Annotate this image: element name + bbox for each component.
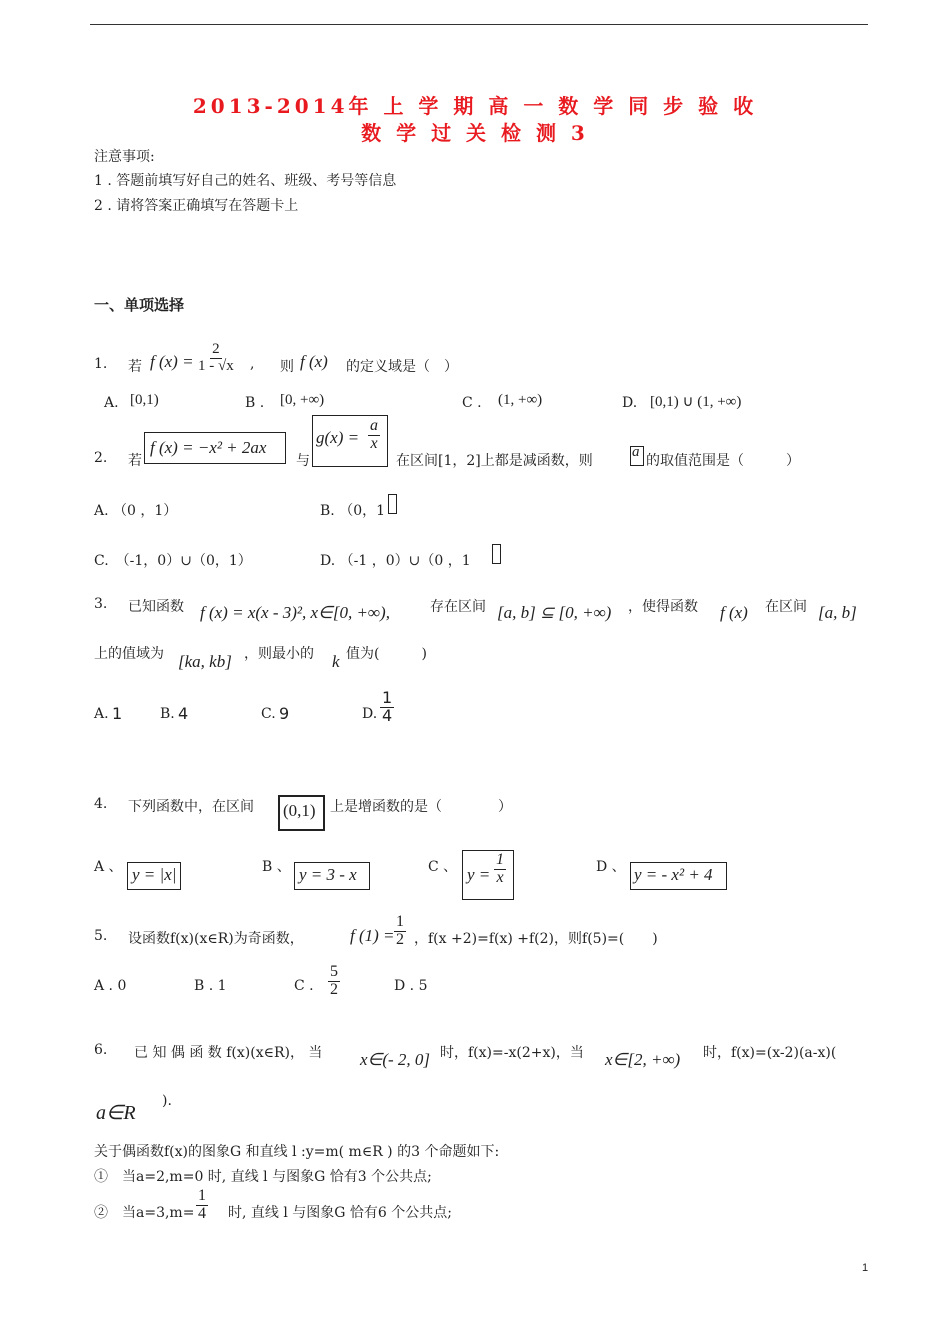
q1-option-d-label: D. xyxy=(622,395,638,411)
q5-option-c-label: C . xyxy=(294,978,314,994)
q5-f1-den: 2 xyxy=(396,930,404,948)
q1-number: 1. xyxy=(94,356,108,372)
q3-text4: 在区间 xyxy=(765,599,807,615)
notes-item-2: 2 . 请将答案正确填写在答题卡上 xyxy=(94,198,299,214)
q6-set1: x∈(- 2, 0] xyxy=(360,1050,431,1069)
q5-option-c-num: 5 xyxy=(330,963,338,980)
q3-line2b: ，则最小的 xyxy=(244,646,314,662)
q2-g-num: a xyxy=(370,417,378,434)
section-heading: 一、单项选择 xyxy=(94,296,185,314)
q5-f1-fraction xyxy=(394,914,406,949)
q3-number: 3. xyxy=(94,596,108,612)
q3-option-d-label: D. xyxy=(362,706,378,722)
q6-close: ). xyxy=(162,1093,172,1109)
q1-frac-num: 2 xyxy=(212,341,220,357)
q3-line2a: 上的值域为 xyxy=(94,646,164,662)
q6-item-2-fraction xyxy=(196,1188,208,1223)
q2-option-c: C. （-1，0）∪（0，1） xyxy=(94,553,252,569)
q1-option-a: [0,1) xyxy=(130,392,159,408)
q1-option-c-label: C . xyxy=(462,395,482,411)
q3-option-c: 9 xyxy=(279,704,290,723)
q3-line2c: 值为( ) xyxy=(346,646,427,662)
q5-option-d: D . 5 xyxy=(394,978,428,994)
q1-tail: 的定义域是（ ） xyxy=(346,359,458,375)
q3-option-c-label: C. xyxy=(261,706,276,722)
q4-option-c-fraction xyxy=(494,852,506,887)
q4-text1: 下列函数中，在区间 xyxy=(128,799,254,815)
q1-option-b: [0, +∞) xyxy=(280,392,325,408)
q5-option-b: B . 1 xyxy=(194,978,227,994)
q2-option-d-bracket xyxy=(492,544,501,564)
q4-option-d-label: D 、 xyxy=(596,859,626,875)
q2-option-b-bracket xyxy=(388,494,397,514)
q2-option-b: B. （0，1 xyxy=(320,503,386,519)
q2-f-expr: f (x) = −x² + 2ax xyxy=(150,438,267,457)
q3-text1: 已知函数 xyxy=(128,599,184,615)
q1-then: 则 xyxy=(280,359,294,375)
q4-number: 4. xyxy=(94,796,108,812)
q3-option-d-num: 1 xyxy=(382,688,393,707)
q4-option-c-label: C 、 xyxy=(428,859,458,875)
q4-option-a: y = |x| xyxy=(132,865,177,884)
q3-option-b-label: B. xyxy=(160,706,175,722)
q2-option-d: D. （-1 ，0）∪（0 ，1 xyxy=(320,553,471,569)
q1-option-d: [0,1) ∪ (1, +∞) xyxy=(650,394,742,410)
q6-text1: 已 知 偶 函 数 f(x)(x∈R)， 当 xyxy=(134,1045,323,1061)
q6-item-2a: ② 当a=3,m= xyxy=(94,1205,195,1221)
q6-line3: 关于偶函数f(x)的图象G 和直线 l :y=m( m∈R ) 的3 个命题如下: xyxy=(94,1144,500,1160)
q6-text2: 时，f(x)=-x(2+x)，当 xyxy=(440,1045,584,1061)
q5-option-c-fraction xyxy=(328,964,340,999)
q3-expr3: f (x) xyxy=(720,603,748,622)
q4-option-a-label: A 、 xyxy=(94,859,123,875)
q1-option-a-label: A. xyxy=(104,395,119,411)
q3-text3: ，使得函数 xyxy=(628,599,698,615)
q4-option-c-left: y = xyxy=(467,865,491,884)
q4-option-d: y = - x² + 4 xyxy=(634,865,713,884)
q1-frac-den: 1 - √x xyxy=(198,357,234,374)
q1-comma: , xyxy=(250,356,255,372)
q3-text2: 存在区间 xyxy=(430,599,486,615)
q4-option-b-label: B 、 xyxy=(262,859,291,875)
q2-tail: 的取值范围是（ ） xyxy=(646,453,800,469)
q6-item-1: ① 当a=2,m=0 时, 直线 l 与图象G 恰有3 个公共点; xyxy=(94,1169,432,1185)
q3-expr4: [a, b] xyxy=(818,603,857,622)
q1-ruo: 若 xyxy=(128,359,142,375)
q4-interval: (0,1) xyxy=(283,801,316,820)
title-line-2: 数 学 过 关 检 测 3 xyxy=(361,121,589,145)
q6-item-2-den: 4 xyxy=(198,1204,206,1222)
q5-text2: ，f(x +2)=f(x) +f(2)，则f(5)=( ) xyxy=(414,931,658,947)
header-rule xyxy=(90,24,868,25)
q4-option-b: y = 3 - x xyxy=(299,865,357,884)
q3-option-a-label: A. xyxy=(94,706,109,722)
q1-option-b-label: B . xyxy=(245,395,265,411)
notes-item-1: 1 . 答题前填写好自己的姓名、班级、考号等信息 xyxy=(94,173,397,189)
q3-expr5: [ka, kb] xyxy=(178,652,232,671)
q6-item-2-num: 1 xyxy=(198,1187,206,1204)
notes-heading: 注意事项: xyxy=(94,149,155,165)
q2-with: 与 xyxy=(296,453,310,469)
q4-option-c-den: x xyxy=(496,868,504,886)
q6-item-2b: 时, 直线 l 与图象G 恰有6 个公共点; xyxy=(228,1205,452,1221)
q5-text1: 设函数f(x)(x∈R)为奇函数， xyxy=(128,931,304,947)
q2-a: a xyxy=(632,444,640,460)
q6-text3: 时，f(x)=(x-2)(a-x)( xyxy=(703,1045,837,1061)
q3-expr6: k xyxy=(332,652,340,671)
q2-g-den: x xyxy=(370,434,378,452)
q1-fraction xyxy=(196,342,236,375)
q6-a-in-r: a∈R xyxy=(96,1102,136,1124)
q5-option-c-den: 2 xyxy=(330,980,338,998)
q3-option-a: 1 xyxy=(112,704,123,723)
q2-g-fraction xyxy=(368,418,380,453)
q5-number: 5. xyxy=(94,928,108,944)
q1-fx: f (x) = xyxy=(150,352,194,371)
q6-number: 6. xyxy=(94,1042,108,1058)
q4-option-c-num: 1 xyxy=(496,851,504,868)
q3-option-b: 4 xyxy=(178,704,189,723)
q6-set2: x∈[2, +∞) xyxy=(605,1050,681,1069)
q2-ruo: 若 xyxy=(128,453,142,469)
q2-mid: 在区间[1，2]上都是减函数，则 xyxy=(396,453,593,469)
q2-number: 2. xyxy=(94,450,108,466)
q3-expr1: f (x) = x(x - 3)², x∈[0, +∞), xyxy=(200,603,390,622)
q5-f1-num: 1 xyxy=(396,913,404,930)
q1-option-c: (1, +∞) xyxy=(498,392,543,408)
q3-expr2: [a, b] ⊆ [0, +∞) xyxy=(497,603,612,622)
q2-option-a: A. （0 ，1） xyxy=(94,503,178,519)
page-number: 1 xyxy=(862,1262,869,1274)
q2-g-left: g(x) = xyxy=(316,428,360,447)
q4-text2: 上是增函数的是（ ） xyxy=(330,799,512,815)
q5-f1: f (1) = xyxy=(350,926,395,945)
title-line-1: 2013-2014年 上 学 期 高 一 数 学 同 步 验 收 xyxy=(192,94,758,118)
q3-option-d-fraction xyxy=(380,690,394,725)
q3-option-d-den: 4 xyxy=(382,705,393,725)
q1-fx2: f (x) xyxy=(300,352,328,371)
q5-option-a: A . 0 xyxy=(94,978,127,994)
